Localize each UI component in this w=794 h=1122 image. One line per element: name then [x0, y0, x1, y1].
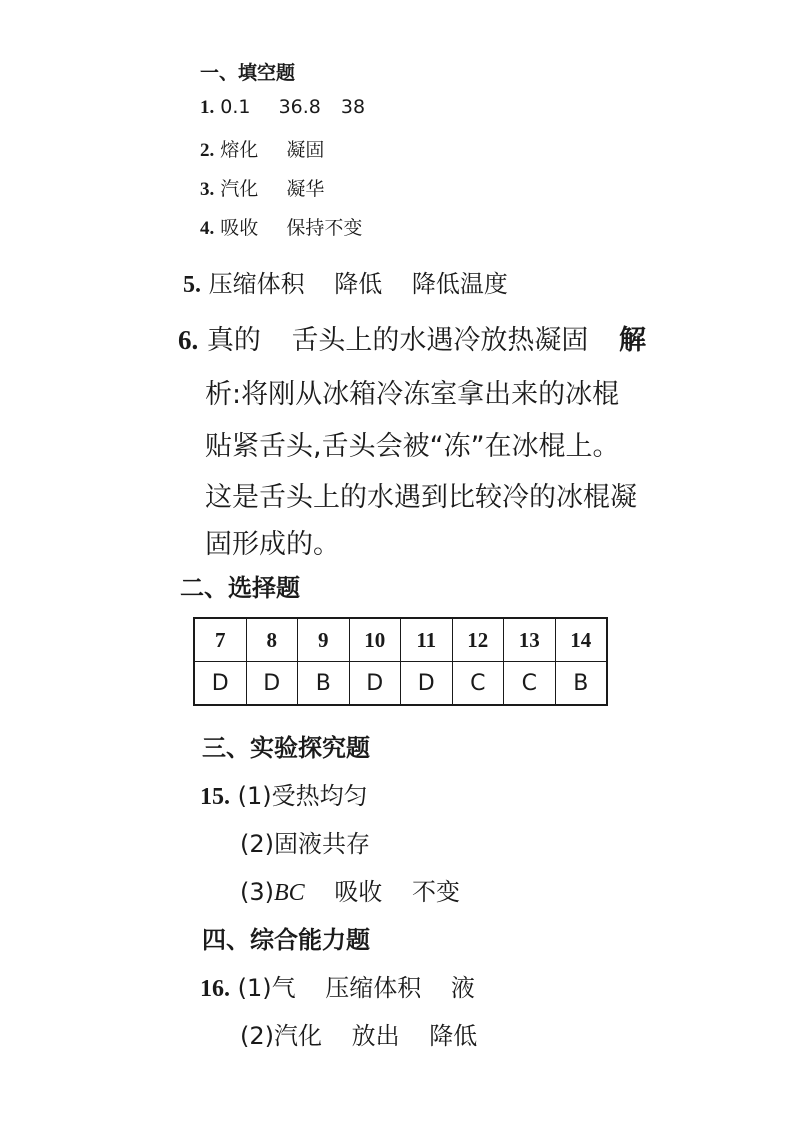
table-row-answers	[194, 662, 607, 706]
section-title-comprehensive: 四、综合能力题	[202, 926, 370, 954]
item-number: 2.	[200, 140, 215, 161]
answer-part: 凝固	[286, 139, 325, 161]
answer-letter-cell: D	[349, 662, 401, 706]
answer-item-15-3	[240, 872, 460, 907]
item-number: 1.	[200, 97, 215, 118]
analysis-line-4: 固形成的。	[205, 529, 340, 560]
answer-item-16-1	[200, 968, 475, 1003]
answer-letter-cell: D	[401, 662, 453, 706]
answer-item-15-2	[240, 824, 370, 859]
answer-part: 气	[271, 974, 296, 1002]
answer-part: 液	[450, 974, 475, 1002]
answer-item-16-2	[240, 1016, 477, 1051]
sub-label: (1)	[237, 782, 272, 810]
answer-text: 固液共存	[274, 830, 370, 858]
sub-label: (1)	[237, 974, 272, 1002]
answer-item-5	[183, 264, 508, 299]
section-title-experiment: 三、实验探究题	[202, 734, 370, 762]
choice-answer-table	[193, 617, 608, 706]
answer-item-6	[178, 318, 646, 357]
answer-item-15-1	[200, 776, 368, 811]
item-number: 4.	[200, 218, 215, 239]
section-title-multiple-choice: 二、选择题	[180, 574, 300, 602]
answer-text: 真的	[206, 325, 261, 356]
answer-part: 降低	[334, 270, 383, 298]
answer-part: 不变	[411, 878, 460, 906]
item-number: 16.	[200, 976, 230, 1002]
item-number: 6.	[178, 325, 199, 355]
answer-part: 吸收	[220, 217, 259, 239]
answer-part: 36.8	[278, 96, 321, 118]
question-number-cell: 9	[298, 618, 350, 662]
answer-part: 凝华	[286, 178, 325, 200]
answer-part: 汽化	[220, 178, 259, 200]
analysis-line-2: 贴紧舌头,舌头会被“冻”在冰棍上。	[205, 431, 620, 462]
question-number-cell: 11	[401, 618, 453, 662]
answer-letter-cell: C	[504, 662, 556, 706]
segment-variable: BC	[274, 880, 305, 906]
answer-part: 压缩体积	[325, 974, 422, 1002]
question-number-cell: 13	[504, 618, 556, 662]
question-number-cell: 8	[246, 618, 298, 662]
answer-part: 汽化	[274, 1022, 322, 1050]
sub-label: (3)	[240, 878, 274, 906]
answer-reason: 舌头上的水遇冷放热凝固	[291, 325, 589, 356]
analysis-line-1: 析:将刚从冰箱冷冻室拿出来的冰棍	[205, 379, 620, 410]
table-row-numbers	[194, 618, 607, 662]
answer-letter-cell: B	[555, 662, 607, 706]
section-title-fill-in: 一、填空题	[200, 62, 296, 84]
answer-part: 放出	[351, 1022, 400, 1050]
question-number-cell: 10	[349, 618, 401, 662]
question-number-cell: 14	[555, 618, 607, 662]
analysis-line-3: 这是舌头上的水遇到比较冷的冰棍凝	[205, 482, 637, 513]
answer-part: 熔化	[220, 139, 259, 161]
analysis-label: 解	[619, 325, 647, 356]
item-number: 15.	[200, 784, 230, 810]
answer-part: 降低	[429, 1022, 478, 1050]
question-number-cell: 12	[452, 618, 504, 662]
question-number-cell: 7	[194, 618, 246, 662]
answer-part: 38	[340, 96, 366, 118]
answer-part: 0.1	[220, 96, 251, 118]
answer-part: 压缩体积	[208, 270, 305, 298]
answer-item-1	[200, 96, 365, 119]
sub-label: (2)	[240, 1022, 274, 1050]
answer-letter-cell: D	[246, 662, 298, 706]
item-number: 3.	[200, 179, 215, 200]
answer-text: 受热均匀	[271, 782, 368, 810]
sub-label: (2)	[240, 830, 274, 858]
answer-item-2	[200, 135, 324, 162]
answer-part: 降低温度	[411, 270, 508, 298]
item-number: 5.	[183, 272, 201, 298]
answer-part: 吸收	[334, 878, 383, 906]
answer-letter-cell: C	[452, 662, 504, 706]
answer-letter-cell: B	[298, 662, 350, 706]
answer-item-4	[200, 213, 362, 240]
answer-item-3	[200, 174, 324, 201]
answer-part: 保持不变	[286, 217, 363, 239]
answer-letter-cell: D	[194, 662, 246, 706]
